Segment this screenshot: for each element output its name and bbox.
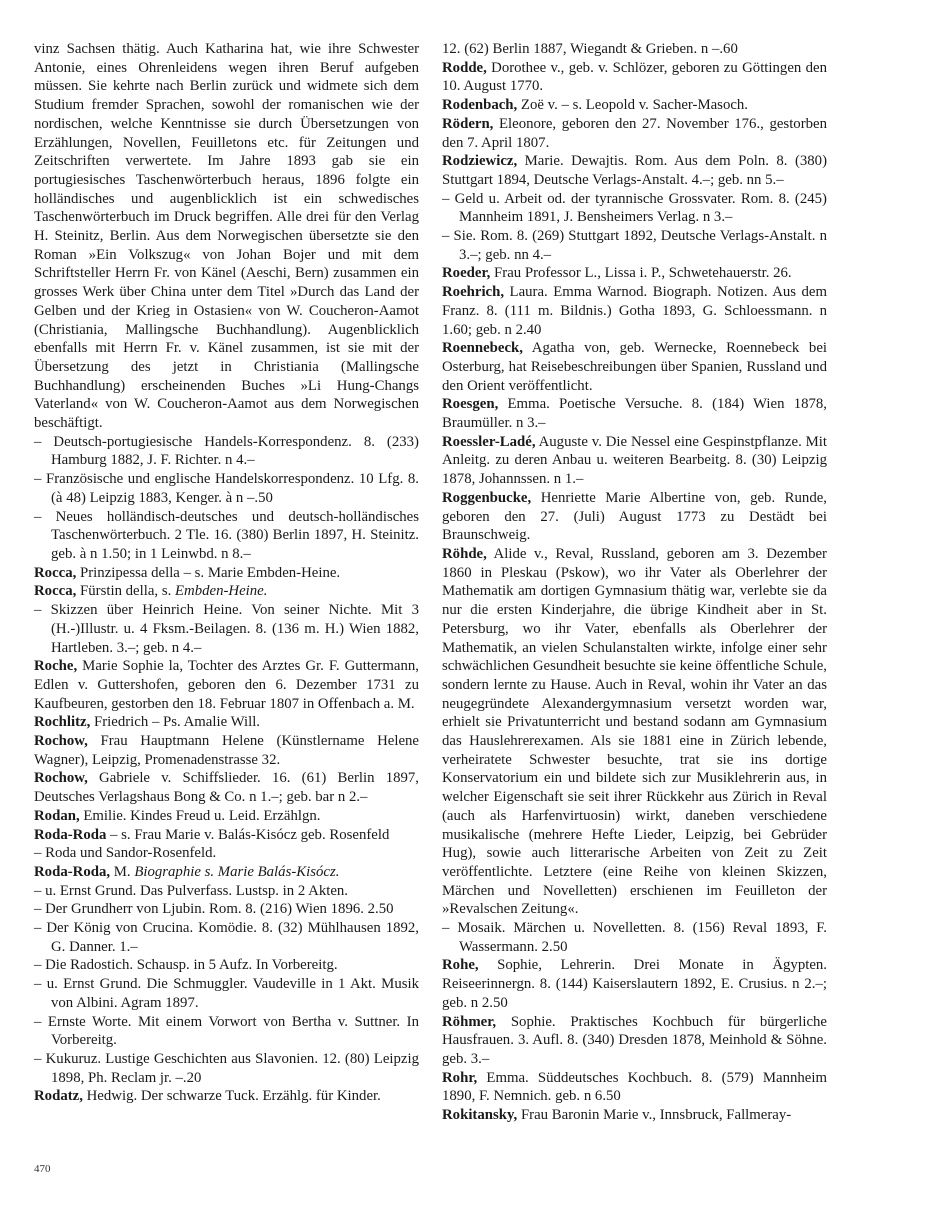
entry [442,283,827,339]
entry-text: 12. (62) Berlin 1887, Wiegandt & Grieben. n –.60 [442,41,738,57]
entry-name: Rodan, [34,807,80,824]
entry-name: Roesgen, [442,396,499,413]
entry-text: Eleonore, geboren den 27. November 176., gestorben den 7. April 1807. [442,115,827,151]
sub-entry [442,227,827,264]
entry [442,1013,827,1069]
entry-text: Fürstin della, s. [76,583,175,600]
entry [34,1087,419,1106]
entry [442,115,827,152]
entry [34,657,419,713]
entry-text: Frau Professor L., Lissa i. P., Schwetehauerstr. 26. [490,265,792,282]
entry-text: Marie. Dewajtis. Rom. Aus dem Poln. 8. (380) Stuttgart 1894, Deutsche Verlags-Anstalt. 4.–; geb. nn 5.– [442,153,827,188]
entry-text: – Deutsch-portugiesische Handels-Korrespondenz. 8. (233) Hamburg 1882, J. F. Richter. n 4.– [34,433,419,469]
entry-text: Hedwig. Der schwarze Tuck. Erzählg. für Kinder. [82,1088,381,1105]
entry-text: Marie Sophie la, Tochter des Arztes Gr. F. Guttermann, Edlen v. Guttershofen, geboren den 6. Dezember 1731 zu Kaufbeuren, gestorben den 18. Februar 1807 in Offenbach a. M. [34,658,419,712]
entry-text: Alide v., Reval, Russland, geboren am 3. Dezember 1860 in Pleskau (Pskow), wo ihr Vater als Oberlehrer der Mathematik am dortigen Gymnasium thätig war, verlebte sie da nur die ersten Kinderjahre, die übrige Kindheit aber in St. Petersburg, wo ihr Vater, ebenfalls als Oberlehrer der Mathematik, an vielen Schulanstalten wirkte, infolge einer sehr schwächlichen Gesundheit besuchte sie keine öffentliche Schule, sondern lernte zu Hause. Auch in Reval, wohin ihr Vater an das neugegründete Alexandergymnasium versetzt worden war, erhielt sie Privatunterricht und bestand sodann am Gymnasium das Hauslehrerexamen. Als sie 1881 eine in Zürich lebende, verheiratete Schwester besuchte, trat sie ins dortige Konservatorium ein und bildete sich zur Musiklehrerin aus, in welcher Eigenschaft sie seit ihrer Rückkehr aus Zürich in Reval (auch als Harfenvirtuosin) wirkt, daneben verschiedene musikalische (mehrere Hefte Lieder, Leipzig, bei Gebrüder Hug), sowie auch litterarische Arbeiten von Zeit zu Zeit veröffentlichte. Letztere (eine Reihe von kleinen Skizzen, Märchen und Novelletten) erschienen im Feuilleton der »Revalschen Zeitung«. [442,545,827,918]
entry [34,863,419,882]
entry [442,956,827,1012]
entry-text: – Mosaik. Märchen u. Novelletten. 8. (156) Reval 1893, F. Wassermann. 2.50 [442,920,827,955]
entry-name: Roche, [34,658,78,675]
entry-text: – Skizzen über Heinrich Heine. Von seiner Nichte. Mit 3 (H.-)Illustr. u. 4 Fksm.-Beilagen. 8. (136 m. H.) Wien 1882, Hartleben. 3.–; geb. n 4.– [34,602,419,656]
sub-entry [442,919,827,956]
entry [442,395,827,432]
entry [442,1069,827,1106]
entry-name: Rocca, [34,564,77,581]
entry [34,713,419,732]
entry [442,339,827,395]
entry-name: Roennebeck, [442,340,523,357]
entry-name: Rodenbach, [442,97,518,114]
entry-name: Rocca, [34,583,77,600]
entry-name: Roeder, [442,265,491,282]
entry-text: – u. Ernst Grund. Die Schmuggler. Vaudeville in 1 Akt. Musik von Albini. Agram 1897. [34,976,419,1011]
continuation-text [442,40,827,59]
entry-text: Agatha von, geb. Wernecke, Roennebeck bei Osterburg, hat Reisebeschreibungen über Spanien, Russland und den Orient veröffentlicht. [442,340,827,394]
entry [442,264,827,283]
entry-text: Sophie, Lehrerin. Drei Monate in Ägypten. Reiseerinnergn. 8. (144) Kaiserslautern 1892, E. Crusius. n 2.–; geb. n 2.50 [442,957,827,1011]
entry-name: Rochlitz, [34,714,91,731]
entry [34,769,419,806]
entry-text: – Neues holländisch-deutsches und deutsch-holländisches Taschenwörterbuch. 2 Tle. 16. (380) Berlin 1897, H. Steinitz. geb. à n 1.50; in 1 Leinwbd. n 8.– [34,508,419,562]
entry [442,96,827,115]
entry-text: – Sie. Rom. 8. (269) Stuttgart 1892, Deutsche Verlags-Anstalt. n 3.–; geb. nn 4.– [442,228,827,263]
sub-entry [34,956,419,975]
entry-italic: Biographie s. Marie Balás-Kisócz. [134,863,340,880]
entry-name: Röhde, [442,545,487,562]
entry-name: Rohe, [442,957,479,974]
entry-name: Roda-Roda, [34,863,111,880]
entry-name: Rödern, [442,115,494,132]
sub-entry [34,844,419,863]
entry-text: Dorothee v., geb. v. Schlözer, geboren zu Göttingen den 10. August 1770. [442,59,827,95]
entry-name: Rohr, [442,1069,478,1086]
sub-entry [34,508,419,564]
entry-text: Emma. Süddeutsches Kochbuch. 8. (579) Mannheim 1890, F. Nemnich. geb. n 6.50 [442,1069,827,1105]
entry-name: Rochow, [34,733,88,750]
entry-text: – u. Ernst Grund. Das Pulverfass. Lustsp. in 2 Akten. [34,882,349,899]
entry-text: Emma. Poetische Versuche. 8. (184) Wien 1878, Braumüller. n 3.– [442,396,827,432]
entry-text: Auguste v. Die Nessel eine Gespinstpflanze. Mit Anleitg. zu deren Anbau u. weiteren Bearbeitg. 8. (30) Leipzig 1878, Johannssen. n 1.– [442,433,827,488]
sub-entry [34,1050,419,1087]
entry [442,1106,827,1125]
entry-text: – Der König von Crucina. Komödie. 8. (32) Mühlhausen 1892, G. Danner. 1.– [34,920,419,955]
entry-name: Röhmer, [442,1013,497,1030]
entry-text: Laura. Emma Warnod. Biograph. Notizen. Aus dem Franz. 8. (111 m. Bildnis.) Gotha 1893, G. Schloessmann. n 1.60; geb. n 2.40 [442,284,827,338]
entry-text: Friedrich – Ps. Amalie Will. [90,714,261,731]
entry-name: Rokitansky, [442,1107,518,1124]
entry-name: Rodde, [442,59,487,76]
entry [34,732,419,769]
entry-text: – Französische und englische Handelskorrespondenz. 10 Lfg. 8. (à 48) Leipzig 1883, Kenger. à n –.50 [34,471,419,506]
entry [442,489,827,545]
entry-name: Rodatz, [34,1088,83,1105]
entry-name: Rodziewicz, [442,153,518,170]
entry-text: Emilie. Kindes Freud u. Leid. Erzählgn. [79,807,321,824]
sub-entry [34,433,419,470]
entry-italic: Embden-Heine. [174,583,268,600]
entry-text: – Kukuruz. Lustige Geschichten aus Slavonien. 12. (80) Leipzig 1898, Ph. Reclam jr. –.20 [34,1050,419,1086]
entry [442,545,827,919]
page-number: 470 [34,1163,51,1175]
entry-text: – Geld u. Arbeit od. der tyrannische Grossvater. Rom. 8. (245) Mannheim 1891, J. Bensheimers Verlag. n 3.– [442,190,827,226]
entry-name: Roehrich, [442,284,505,301]
entry-name: Roggenbucke, [442,489,532,506]
entry-name: Roda-Roda [34,826,107,843]
entry-text: Henriette Marie Albertine von, geb. Runde, geboren den 27. (Juli) August 1773 zu Destädt bei Braunschweig. [442,489,827,544]
sub-entry [34,601,419,657]
entry-name: Roessler-Ladé, [442,433,536,450]
sub-entry [34,882,419,901]
entry [34,807,419,826]
entry-text: Frau Hauptmann Helene (Künstlername Helene Wagner), Leipzig, Promenadenstrasse 32. [34,733,419,768]
entry-text: Zoë v. – s. Leopold v. Sacher-Masoch. [517,97,749,114]
entry-text: Frau Baronin Marie v., Innsbruck, Fallmeray- [517,1107,792,1124]
right-column [442,40,827,1125]
sub-entry [34,919,419,956]
sub-entry [442,190,827,227]
sub-entry [34,1013,419,1050]
entry [34,582,419,601]
entry-text: – Der Grundherr von Ljubin. Rom. 8. (216) Wien 1896. 2.50 [34,901,394,918]
entry-name: Rochow, [34,770,88,787]
entry [442,152,827,189]
entry-text: – Roda und Sandor-Rosenfeld. [34,845,217,862]
entry [34,826,419,845]
entry-text: – s. Frau Marie v. Balás-Kisócz geb. Rosenfeld [106,826,390,843]
sub-entry [34,900,419,919]
continuation-text [34,40,419,433]
entry-text: M. [110,863,135,880]
entry-text: – Die Radostich. Schausp. in 5 Aufz. In Vorbereitg. [34,957,338,974]
entry-text: Sophie. Praktisches Kochbuch für bürgerliche Hausfrauen. 3. Aufl. 8. (340) Dresden 1878, Meinhold & Söhne. geb. 3.– [442,1013,827,1067]
entry [442,59,827,96]
sub-entry [34,975,419,1012]
entry-text: Gabriele v. Schiffslieder. 16. (61) Berlin 1897, Deutsches Verlagshaus Bong & Co. n 1.–; geb. bar n 2.– [34,770,419,806]
left-column [34,40,419,1106]
sub-entry [34,470,419,507]
entry-text: – Ernste Worte. Mit einem Vorwort von Bertha v. Suttner. In Vorbereitg. [34,1013,419,1049]
entry [442,433,827,489]
entry [34,564,419,583]
entry-text: Prinzipessa della – s. Marie Embden-Heine. [76,564,341,581]
entry-text: vinz Sachsen thätig. Auch Katharina hat, wie ihre Schwester Antonie, eines Ohrenleidens wegen ihren Beruf aufgeben müssen. Sie kehrte nach Berlin zurück und widmete sich dem Studium fremder Sprachen, sowohl der romanischen wie der nordischen, welche Kenntnisse sie durch Übersetzungen von Erzählungen, Novellen, Feuilletons etc. für Zeitungen und Zeitschriften verwertete. Im Jahre 1893 gab sie ein portugiesisches Taschenwörterbuch heraus, 1896 folgte ein holländisches und augenblicklich ist ein schwedisches Taschenwörterbuch im Druck begriffen. Alle drei für den Verlag H. Steinitz, Berlin. Aus dem Norwegischen übersetzte sie den Roman »Ein Volkszug« von Johan Bojer und mit dem Schriftsteller Herrn Fr. von Känel (Aeschi, Bern) zusammen ein grosses Werk über China unter dem Titel »Durch das Land der Gelben und der Krieg in Ostasien« von W. Coucheron-Aamot (Christiania, Mallingsche Buchhandlung). Augenblicklich ebenfalls mit Herrn Fr. v. Känel zusammen, ist sie mit der Übersetzung des jetzt in Christiania (Mallingsche Buchhandlung) erscheinenden Buches »Li Hung-Changs Vaterland« von W. Coucheron-Aamot aus dem Norwegischen beschäftigt. [34,41,419,432]
